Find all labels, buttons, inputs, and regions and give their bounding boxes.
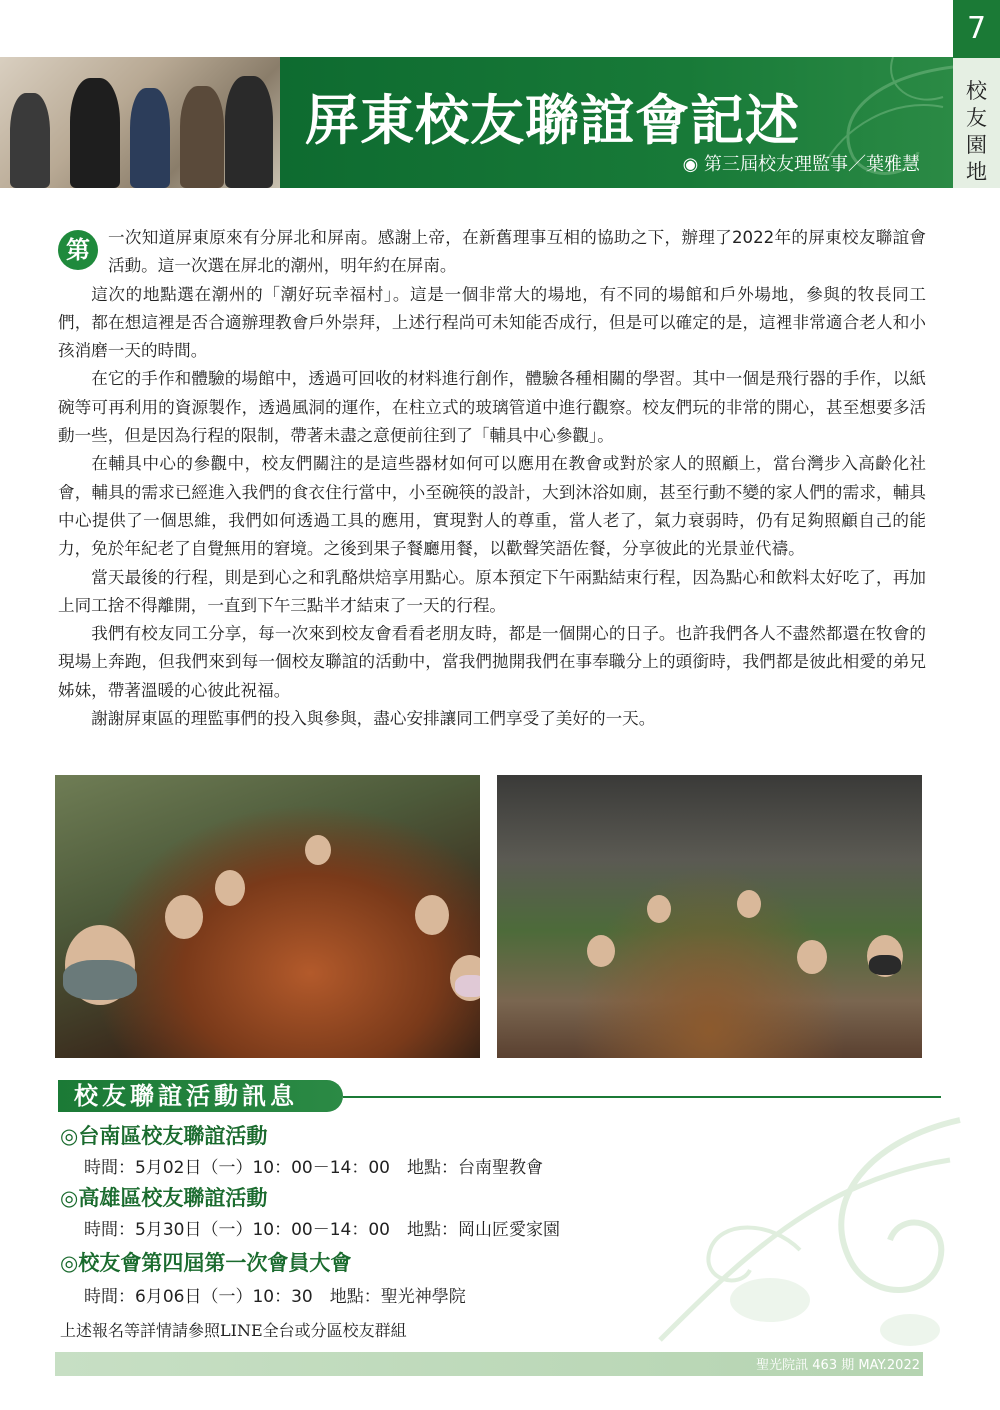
drop-cap: 第 [58, 230, 98, 270]
page-number: 7 [953, 0, 1000, 58]
event-title: ◎高雄區校友聯誼活動 [60, 1186, 268, 1210]
photo-person [305, 835, 331, 865]
photo-person [797, 940, 827, 974]
events-divider [343, 1096, 941, 1098]
group-photo-indoor [497, 775, 922, 1058]
photo-person [587, 935, 615, 967]
photo-figure [10, 93, 50, 188]
paragraph-text: 一次知道屏東原來有分屏北和屏南。感謝上帝，在新舊理事互相的協助之下，辦理了2022年的屏東校友聯誼會活動。這一次選在屏北的潮州，明年約在屏南。 [108, 228, 926, 276]
article-paragraph: 謝謝屏東區的理監事們的投入與參與，盡心安排讓同工們享受了美好的一天。 [91, 709, 656, 729]
event-detail: 時間：6月06日（一）10：30 地點：聖光神學院 [84, 1287, 466, 1307]
photo-mask [455, 975, 480, 997]
section-char: 校 [966, 79, 987, 103]
event-detail: 時間：5月30日（一）10：00－14：00 地點：岡山匠愛家園 [84, 1220, 560, 1240]
photo-figure [225, 76, 273, 188]
header-photo [0, 57, 280, 188]
footer-issue: 聖光院訊 463 期 MAY.2022 [756, 1358, 920, 1373]
photo-figure [70, 78, 120, 188]
article-body [58, 224, 926, 733]
article-paragraph [58, 224, 926, 281]
photo-mask [869, 955, 901, 975]
group-photo-outdoor [55, 775, 480, 1058]
article-paragraph: 在輔具中心的參觀中，校友們關注的是這些器材如何可以應用在教會或對於家人的照顧上，當台灣步入高齡化社會，輔具的需求已經進入我們的食衣住行當中，小至碗筷的設計，大到沐浴如廁，甚至行動不變的家人們的需求，輔具中心提供了一個思維，我們如何透過工具的應用，實現對人的尊重，當人老了，氣力衰弱時，仍有足夠照顧自己的能力，免於年紀老了自覺無用的窘境。之後到果子餐廳用餐，以歡聲笑語佐餐，分享彼此的光景並代禱。 [58, 454, 926, 559]
section-char: 地 [966, 160, 987, 184]
article-paragraph: 在它的手作和體驗的場館中，透過可回收的材料進行創作，體驗各種相關的學習。其中一個是飛行器的手作，以紙碗等可再利用的資源製作，透過風洞的運作，在柱立式的玻璃管道中進行觀察。校友們玩的非常的開心，甚至想要多活動一些，但是因為行程的限制，帶著未盡之意便前往到了「輔具中心參觀」。 [58, 369, 926, 446]
article-paragraph: 我們有校友同工分享，每一次來到校友會看看老朋友時，都是一個開心的日子。也許我們各人不盡然都還在牧會的現場上奔跑，但我們來到每一個校友聯誼的活動中，當我們拋開我們在事奉職分上的頭銜時，我們都是彼此相愛的弟兄姊妹，帶著溫暖的心彼此祝福。 [58, 624, 926, 700]
article-paragraph: 這次的地點選在潮州的「潮好玩幸福村」。這是一個非常大的場地，有不同的場館和戶外場地，參與的牧長同工們，都在想這裡是否合適辦理教會戶外崇拜，上述行程尚可未知能否成行，但是可以確定的是，這裡非常適合老人和小孩消磨一天的時間。 [58, 284, 926, 361]
events-heading: 校友聯誼活動訊息 [74, 1082, 298, 1110]
section-char: 友 [966, 106, 987, 130]
page-title: 屏東校友聯誼會記述 [305, 89, 800, 152]
photo-figure [130, 88, 170, 188]
event-detail: 時間：5月02日（一）10：00－14：00 地點：台南聖教會 [84, 1158, 543, 1178]
photo-person [215, 870, 245, 906]
section-label [953, 78, 1000, 186]
events-footnote: 上述報名等詳情請參照LINE全台或分區校友群組 [60, 1321, 407, 1340]
section-char: 園 [966, 133, 987, 157]
event-title: ◎校友會第四屆第一次會員大會 [60, 1251, 352, 1275]
photo-person [165, 895, 203, 939]
photo-figure [180, 86, 224, 188]
photo-person [737, 890, 761, 918]
photo-person [415, 895, 449, 935]
photo-person [647, 895, 671, 923]
photo-mask [63, 960, 137, 1000]
author-line: ◉ 第三屆校友理監事／葉雅慧 [682, 154, 920, 175]
swirl-ornament-icon [620, 1100, 980, 1360]
event-title: ◎台南區校友聯誼活動 [60, 1124, 268, 1148]
article-paragraph: 當天最後的行程，則是到心之和乳酪烘焙享用點心。原本預定下午兩點結束行程，因為點心和飲料太好吃了，再加上同工捨不得離開，一直到下午三點半才結束了一天的行程。 [58, 567, 926, 615]
